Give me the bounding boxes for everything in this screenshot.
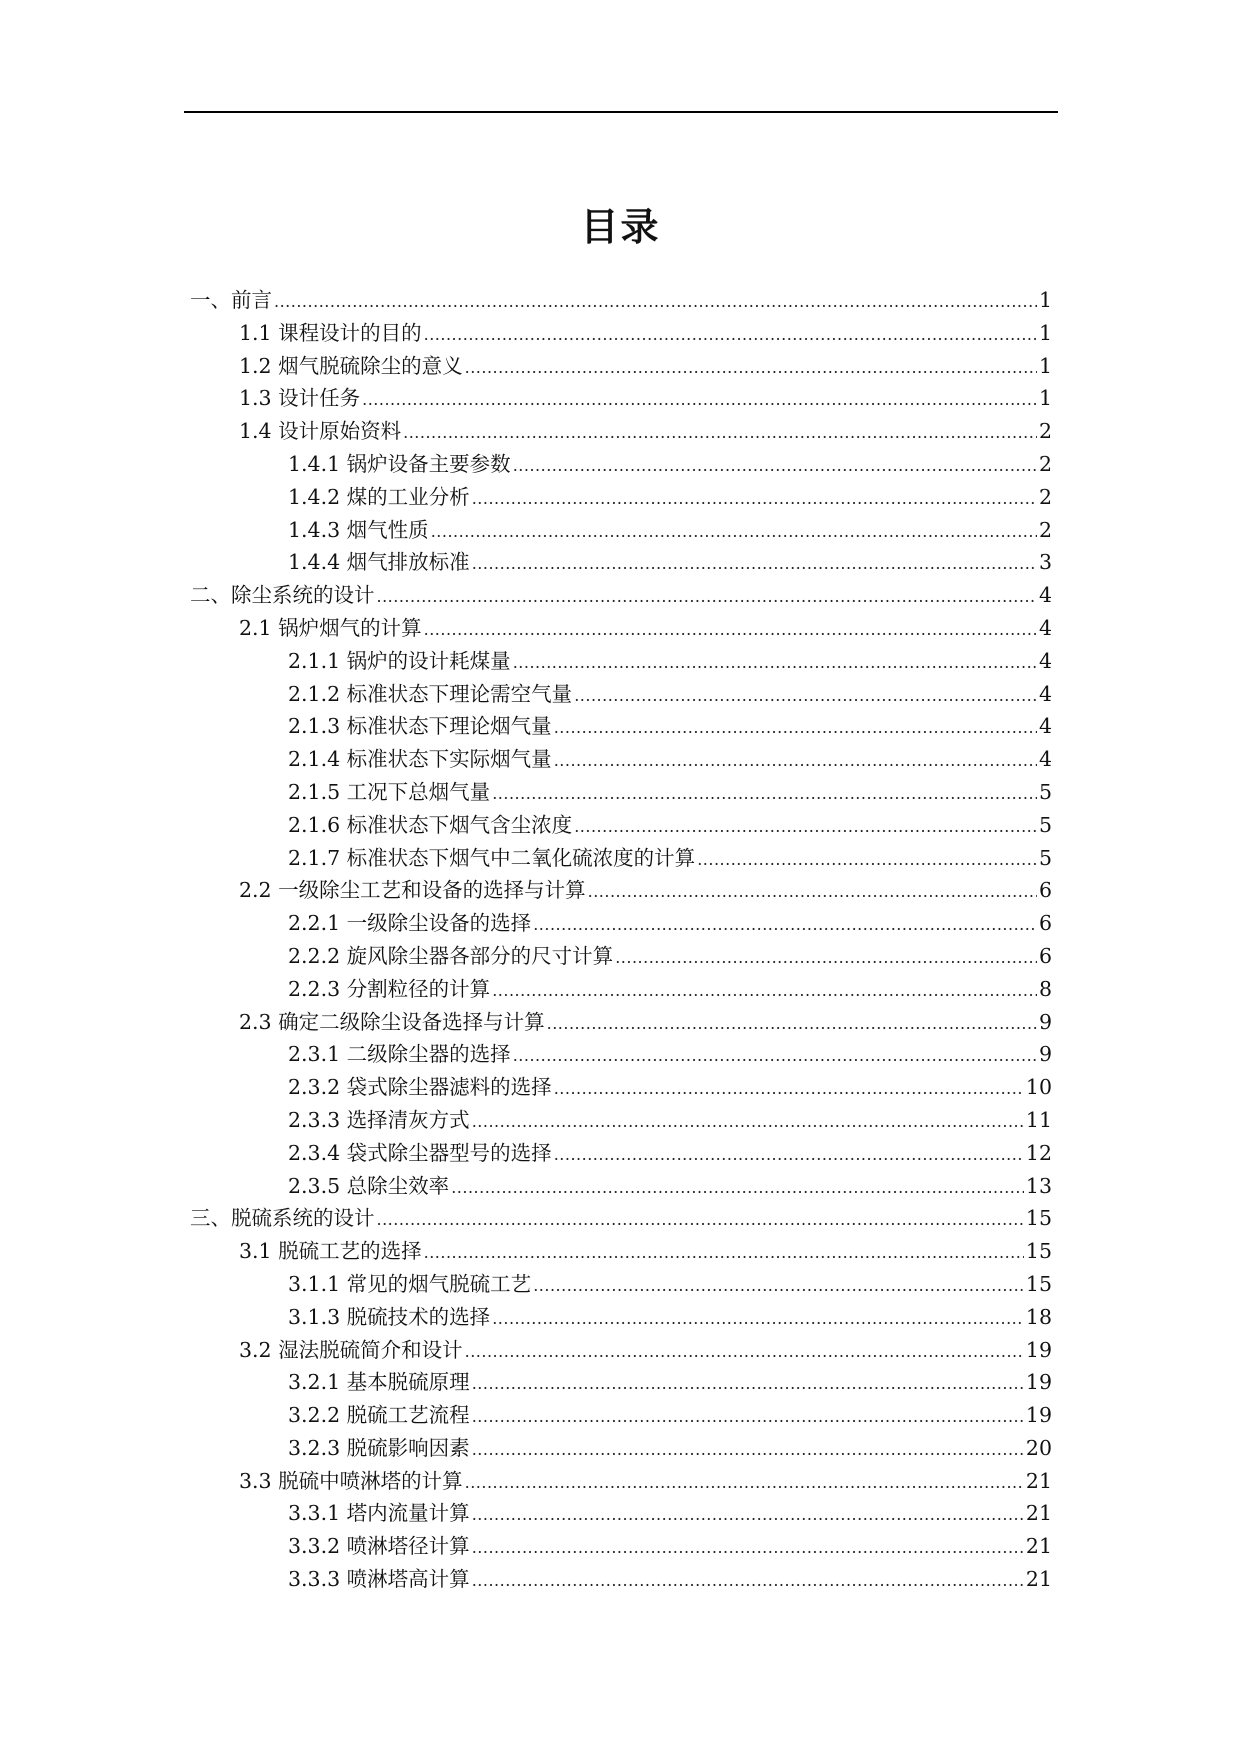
toc-entry[interactable] xyxy=(190,1104,1052,1137)
toc-dot-leader xyxy=(472,1401,1024,1434)
toc-entry-page-number: 19 xyxy=(1025,1337,1052,1362)
toc-entry-page-number: 15 xyxy=(1025,1239,1052,1264)
toc-entry-label: 2.2 一级除尘工艺和设备的选择与计算 xyxy=(239,878,586,903)
toc-entry-label: 2.3.4 袋式除尘器型号的选择 xyxy=(288,1140,552,1165)
toc-entry-label: 3.2 湿法脱硫简介和设计 xyxy=(239,1337,463,1362)
toc-entry-page-number: 11 xyxy=(1025,1107,1052,1132)
toc-entry-label: 1.4.1 锅炉设备主要参数 xyxy=(288,451,511,476)
toc-dot-leader xyxy=(472,1368,1024,1401)
toc-dot-leader xyxy=(472,483,1037,516)
toc-dot-leader xyxy=(492,778,1037,811)
toc-entry[interactable] xyxy=(190,940,1052,973)
toc-entry[interactable] xyxy=(190,973,1052,1006)
toc-entry[interactable] xyxy=(190,1038,1052,1071)
toc-entry-page-number: 9 xyxy=(1038,1009,1052,1034)
toc-entry-page-number: 6 xyxy=(1038,878,1052,903)
toc-entry[interactable] xyxy=(190,678,1052,711)
toc-entry-label: 3.1.1 常见的烟气脱硫工艺 xyxy=(288,1271,532,1296)
toc-dot-leader xyxy=(451,1172,1024,1205)
toc-entry[interactable] xyxy=(190,1399,1052,1432)
toc-dot-leader xyxy=(465,352,1037,385)
toc-entry[interactable] xyxy=(190,1432,1052,1465)
toc-entry-label: 2.2.3 分割粒径的计算 xyxy=(288,976,491,1001)
toc-dot-leader xyxy=(554,1073,1024,1106)
toc-entry-page-number: 6 xyxy=(1038,911,1052,936)
toc-entry-label: 2.3 确定二级除尘设备选择与计算 xyxy=(239,1009,545,1034)
toc-dot-leader xyxy=(403,417,1037,450)
toc-entry-page-number: 1 xyxy=(1038,353,1052,378)
toc-entry-label: 2.1.6 标准状态下烟气含尘浓度 xyxy=(288,812,573,837)
toc-entry-page-number: 3 xyxy=(1038,550,1052,575)
toc-entry[interactable] xyxy=(190,448,1052,481)
header-rule xyxy=(184,111,1058,113)
toc-entry[interactable] xyxy=(190,514,1052,547)
toc-entry-page-number: 2 xyxy=(1038,484,1052,509)
toc-entry-page-number: 21 xyxy=(1025,1567,1052,1592)
toc-dot-leader xyxy=(274,286,1037,319)
toc-entry-page-number: 4 xyxy=(1038,747,1052,772)
toc-entry[interactable] xyxy=(190,645,1052,678)
toc-dot-leader xyxy=(513,1040,1037,1073)
toc-entry-page-number: 2 xyxy=(1038,419,1052,444)
toc-entry[interactable] xyxy=(190,1006,1052,1039)
toc-entry-label: 1.4 设计原始资料 xyxy=(239,419,402,444)
toc-entry-label: 二、除尘系统的设计 xyxy=(190,583,375,608)
toc-dot-leader xyxy=(533,909,1037,942)
toc-dot-leader xyxy=(472,548,1037,581)
toc-dot-leader xyxy=(554,745,1037,778)
toc-entry-page-number: 21 xyxy=(1025,1534,1052,1559)
toc-entry-label: 3.3 脱硫中喷淋塔的计算 xyxy=(239,1468,463,1493)
toc-entry-label: 2.1 锅炉烟气的计算 xyxy=(239,615,422,640)
toc-entry-label: 2.3.2 袋式除尘器滤料的选择 xyxy=(288,1075,552,1100)
toc-entry[interactable] xyxy=(190,546,1052,579)
toc-entry-page-number: 2 xyxy=(1038,451,1052,476)
toc-entry-page-number: 4 xyxy=(1038,681,1052,706)
toc-dot-leader xyxy=(513,450,1037,483)
toc-entry[interactable] xyxy=(190,809,1052,842)
toc-entry[interactable] xyxy=(190,1071,1052,1104)
toc-entry[interactable] xyxy=(190,776,1052,809)
toc-entry-label: 3.3.1 塔内流量计算 xyxy=(288,1501,470,1526)
toc-dot-leader xyxy=(588,876,1037,909)
toc-entry[interactable] xyxy=(190,612,1052,645)
toc-dot-leader xyxy=(424,614,1037,647)
toc-dot-leader xyxy=(465,1467,1024,1500)
toc-entry[interactable] xyxy=(190,1334,1052,1367)
toc-entry[interactable] xyxy=(190,842,1052,875)
toc-dot-leader xyxy=(472,1565,1024,1598)
toc-entry-label: 3.1 脱硫工艺的选择 xyxy=(239,1239,422,1264)
toc-entry-page-number: 10 xyxy=(1025,1075,1052,1100)
toc-dot-leader xyxy=(697,844,1037,877)
toc-entry-page-number: 18 xyxy=(1025,1304,1052,1329)
toc-entry[interactable] xyxy=(190,1465,1052,1498)
toc-entry-label: 2.2.1 一级除尘设备的选择 xyxy=(288,911,532,936)
toc-entry-page-number: 20 xyxy=(1025,1435,1052,1460)
toc-entry-label: 3.2.2 脱硫工艺流程 xyxy=(288,1403,470,1428)
toc-entry-label: 1.4.4 烟气排放标准 xyxy=(288,550,470,575)
toc-entry-label: 1.4.2 煤的工业分析 xyxy=(288,484,470,509)
toc-dot-leader xyxy=(574,680,1037,713)
toc-dot-leader xyxy=(465,1336,1024,1369)
toc-entry-page-number: 19 xyxy=(1025,1370,1052,1395)
toc-entry-label: 3.3.3 喷淋塔高计算 xyxy=(288,1567,470,1592)
toc-entry[interactable] xyxy=(190,1497,1052,1530)
toc-entry[interactable] xyxy=(190,1301,1052,1334)
toc-entry-page-number: 8 xyxy=(1038,976,1052,1001)
toc-entry-label: 2.1.1 锅炉的设计耗煤量 xyxy=(288,648,511,673)
toc-entry[interactable] xyxy=(190,1268,1052,1301)
toc-entry[interactable] xyxy=(190,1563,1052,1596)
toc-entry-label: 3.1.3 脱硫技术的选择 xyxy=(288,1304,491,1329)
toc-dot-leader xyxy=(533,1270,1024,1303)
toc-dot-leader xyxy=(424,319,1037,352)
toc-entry-label: 2.1.5 工况下总烟气量 xyxy=(288,779,491,804)
toc-dot-leader xyxy=(513,647,1037,680)
toc-dot-leader xyxy=(424,1237,1024,1270)
toc-entry-page-number: 9 xyxy=(1038,1042,1052,1067)
toc-entry[interactable] xyxy=(190,481,1052,514)
toc-entry[interactable] xyxy=(190,1137,1052,1170)
toc-entry-label: 2.1.2 标准状态下理论需空气量 xyxy=(288,681,573,706)
toc-entry-page-number: 6 xyxy=(1038,943,1052,968)
toc-entry-page-number: 21 xyxy=(1025,1468,1052,1493)
toc-entry-label: 2.3.3 选择清灰方式 xyxy=(288,1107,470,1132)
toc-dot-leader xyxy=(615,942,1037,975)
toc-entry-page-number: 12 xyxy=(1025,1140,1052,1165)
toc-dot-leader xyxy=(377,581,1037,614)
table-of-contents xyxy=(190,284,1052,1596)
toc-entry[interactable] xyxy=(190,579,1052,612)
toc-dot-leader xyxy=(472,1106,1024,1139)
toc-entry-page-number: 15 xyxy=(1025,1271,1052,1296)
toc-entry-label: 3.2.3 脱硫影响因素 xyxy=(288,1435,470,1460)
toc-entry[interactable] xyxy=(190,317,1052,350)
toc-dot-leader xyxy=(362,384,1037,417)
toc-entry-page-number: 4 xyxy=(1038,583,1052,608)
toc-entry[interactable] xyxy=(190,382,1052,415)
toc-entry-label: 2.3.1 二级除尘器的选择 xyxy=(288,1042,511,1067)
toc-entry-label: 一、前言 xyxy=(190,288,272,312)
toc-entry-page-number: 13 xyxy=(1025,1173,1052,1198)
toc-entry[interactable] xyxy=(190,350,1052,383)
toc-entry-page-number: 21 xyxy=(1025,1501,1052,1526)
toc-entry-label: 三、脱硫系统的设计 xyxy=(190,1206,375,1231)
toc-entry-page-number: 5 xyxy=(1038,812,1052,837)
toc-dot-leader xyxy=(547,1008,1037,1041)
toc-entry[interactable] xyxy=(190,710,1052,743)
toc-entry-page-number: 4 xyxy=(1038,648,1052,673)
toc-dot-leader xyxy=(431,516,1037,549)
toc-entry[interactable] xyxy=(190,1530,1052,1563)
toc-dot-leader xyxy=(472,1434,1024,1467)
toc-entry-label: 1.3 设计任务 xyxy=(239,386,361,411)
toc-entry[interactable] xyxy=(190,1170,1052,1203)
toc-entry-page-number: 1 xyxy=(1038,320,1052,345)
toc-dot-leader xyxy=(554,712,1037,745)
toc-entry-label: 1.2 烟气脱硫除尘的意义 xyxy=(239,353,463,378)
toc-entry[interactable] xyxy=(190,1235,1052,1268)
toc-dot-leader xyxy=(472,1532,1024,1565)
toc-entry-page-number: 1 xyxy=(1038,386,1052,411)
toc-entry[interactable] xyxy=(190,1202,1052,1235)
toc-dot-leader xyxy=(554,1139,1024,1172)
toc-entry-label: 2.3.5 总除尘效率 xyxy=(288,1173,450,1198)
toc-entry-page-number: 19 xyxy=(1025,1403,1052,1428)
toc-entry-label: 1.1 课程设计的目的 xyxy=(239,320,422,345)
toc-entry-page-number: 4 xyxy=(1038,714,1052,739)
toc-entry-label: 3.2.1 基本脱硫原理 xyxy=(288,1370,470,1395)
toc-entry-label: 3.3.2 喷淋塔径计算 xyxy=(288,1534,470,1559)
toc-dot-leader xyxy=(574,811,1037,844)
toc-entry-page-number: 4 xyxy=(1038,615,1052,640)
toc-entry-label: 2.1.4 标准状态下实际烟气量 xyxy=(288,747,552,772)
toc-dot-leader xyxy=(492,1303,1024,1336)
toc-entry-label: 1.4.3 烟气性质 xyxy=(288,517,429,542)
toc-entry-label: 2.1.7 标准状态下烟气中二氧化硫浓度的计算 xyxy=(288,845,696,870)
toc-entry[interactable] xyxy=(190,284,1052,317)
toc-entry[interactable] xyxy=(190,743,1052,776)
toc-entry-page-number: 5 xyxy=(1038,845,1052,870)
page-title: 目录 xyxy=(580,205,661,249)
toc-entry[interactable] xyxy=(190,415,1052,448)
toc-entry-page-number: 15 xyxy=(1025,1206,1052,1231)
toc-entry-page-number: 1 xyxy=(1038,288,1052,312)
toc-dot-leader xyxy=(472,1499,1024,1532)
toc-dot-leader xyxy=(492,975,1037,1008)
toc-entry-page-number: 2 xyxy=(1038,517,1052,542)
toc-entry-label: 2.2.2 旋风除尘器各部分的尺寸计算 xyxy=(288,943,614,968)
toc-entry[interactable] xyxy=(190,1366,1052,1399)
toc-dot-leader xyxy=(377,1204,1024,1237)
toc-entry-page-number: 5 xyxy=(1038,779,1052,804)
toc-entry[interactable] xyxy=(190,874,1052,907)
toc-entry-label: 2.1.3 标准状态下理论烟气量 xyxy=(288,714,552,739)
toc-entry[interactable] xyxy=(190,907,1052,940)
